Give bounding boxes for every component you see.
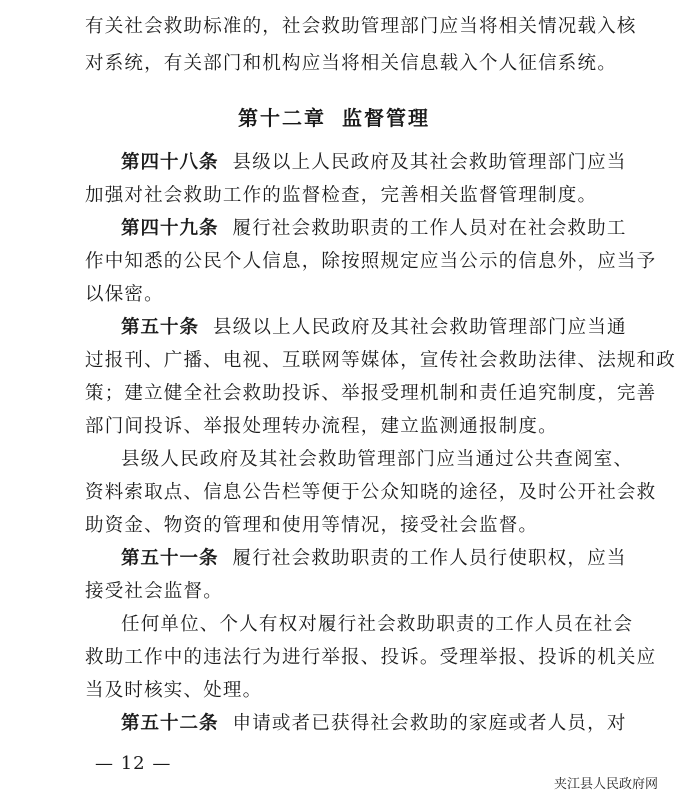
site-watermark: 夹江县人民政府网 bbox=[553, 777, 658, 792]
paragraph-first-line: 县级人民政府及其社会救助管理部门应当通过公共查阅室、 bbox=[121, 449, 634, 470]
article-51-first-line: 第五十一条 履行社会救助职责的工作人员行使职权，应当 bbox=[121, 548, 627, 569]
page-number: — 12 — bbox=[95, 753, 172, 774]
chapter-heading bbox=[0, 103, 668, 133]
paragraph-first-line: 任何单位、个人有权对履行社会救助职责的工作人员在社会 bbox=[121, 614, 634, 635]
text-line: 有关社会救助标准的，社会救助管理部门应当将相关情况载入核 bbox=[85, 16, 637, 37]
article-label: 第四十九条 bbox=[121, 218, 219, 239]
article-50-first-line: 第五十条 县级以上人民政府及其社会救助管理部门应当通 bbox=[121, 317, 627, 338]
text-line: 接受社会监督。 bbox=[85, 581, 223, 602]
article-49-first-line: 第四十九条 履行社会救助职责的工作人员对在社会救助工 bbox=[121, 218, 627, 239]
chapter-number: 第十二章 bbox=[238, 106, 326, 130]
text-line: 救助工作中的违法行为进行举报、投诉。受理举报、投诉的机关应 bbox=[85, 647, 657, 668]
text-line: 以保密。 bbox=[85, 284, 164, 305]
article-label: 第四十八条 bbox=[121, 152, 219, 173]
text-line: 资料索取点、信息公告栏等便于公众知晓的途径，及时公开社会救 bbox=[85, 482, 657, 503]
text-line: 过报刊、广播、电视、互联网等媒体，宣传社会救助法律、法规和政 bbox=[85, 350, 676, 371]
text-line: 部门间投诉、举报处理转办流程，建立监测通报制度。 bbox=[85, 416, 558, 437]
article-52-first-line: 第五十二条 申请或者已获得社会救助的家庭或者人员，对 bbox=[121, 713, 627, 734]
text-line: 作中知悉的公民个人信息，除按照规定应当公示的信息外，应当予 bbox=[85, 251, 657, 272]
article-48-first-line: 第四十八条 县级以上人民政府及其社会救助管理部门应当 bbox=[121, 152, 627, 173]
text-line: 加强对社会救助工作的监督检查，完善相关监督管理制度。 bbox=[85, 185, 598, 206]
text-line: 当及时核实、处理。 bbox=[85, 680, 263, 701]
article-label: 第五十二条 bbox=[121, 713, 219, 734]
article-label: 第五十条 bbox=[121, 317, 200, 338]
text-line: 助资金、物资的管理和使用等情况，接受社会监督。 bbox=[85, 515, 539, 536]
text-line: 策；建立健全社会救助投诉、举报受理机制和责任追究制度，完善 bbox=[85, 383, 657, 404]
text-line: 对系统，有关部门和机构应当将相关信息载入个人征信系统。 bbox=[85, 53, 617, 74]
chapter-title: 监督管理 bbox=[342, 106, 430, 130]
article-label: 第五十一条 bbox=[121, 548, 219, 569]
